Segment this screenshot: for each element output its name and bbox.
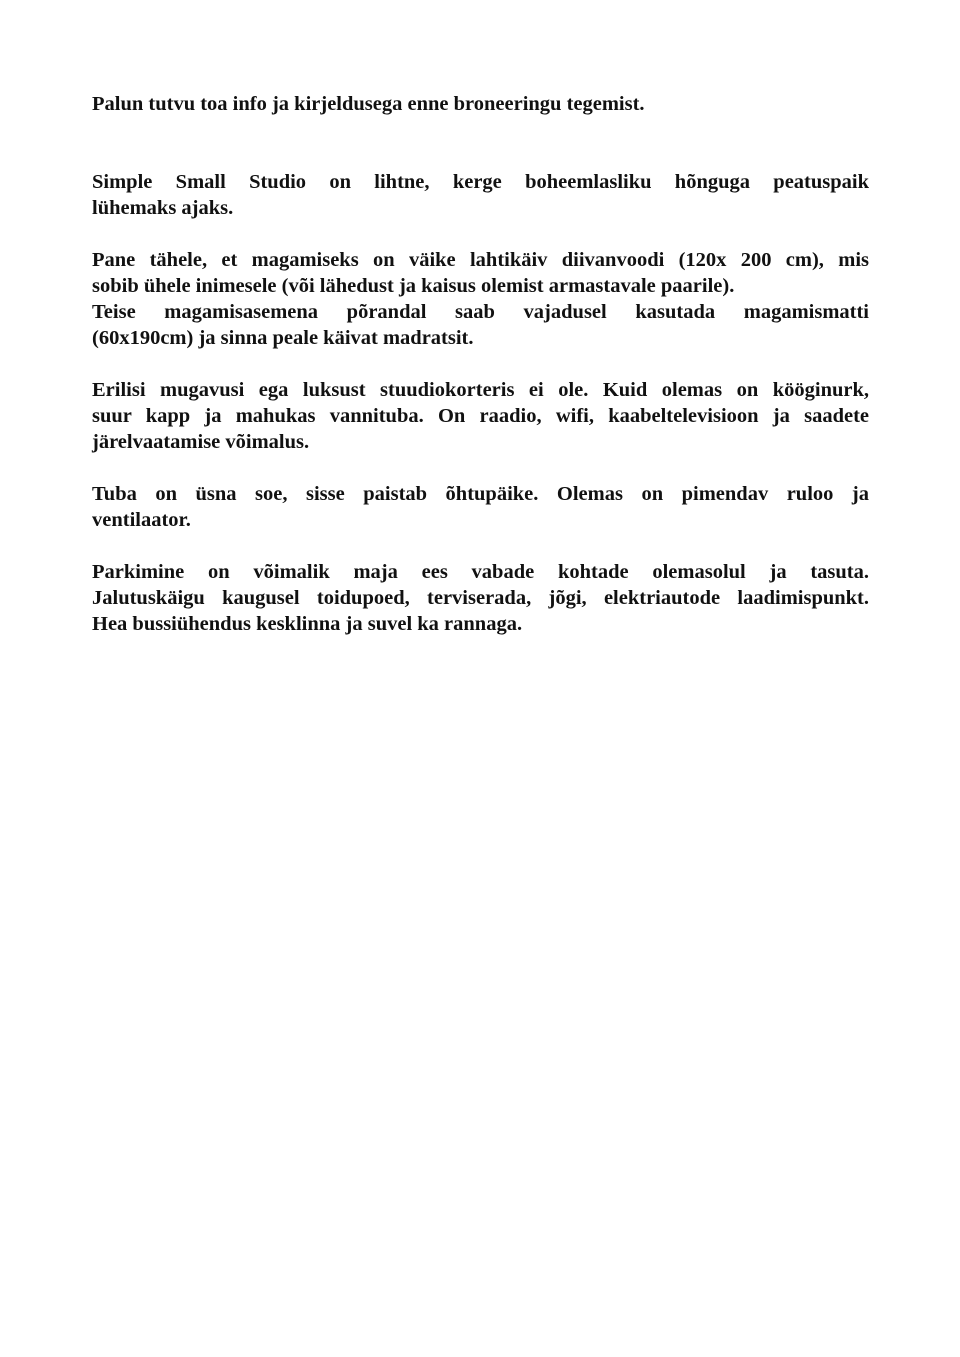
amenities-paragraph: [92, 377, 869, 455]
spacer: [92, 533, 869, 559]
paragraph-line: Erilisi mugavusi ega luksust stuudiokorteris ei ole. Kuid olemas on kööginurk,: [92, 379, 869, 401]
spacer: [92, 221, 869, 247]
paragraph-line: Parkimine on võimalik maja ees vabade kohtade olemasolul ja tasuta.: [92, 561, 869, 583]
paragraph-line: Simple Small Studio on lihtne, kerge boheemlasliku hõnguga peatuspaik: [92, 171, 869, 193]
paragraph-line: järelvaatamise võimalus.: [92, 431, 310, 453]
paragraph-line: (60x190cm) ja sinna peale käivat madratsit.: [92, 327, 474, 349]
paragraph-line: ventilaator.: [92, 509, 191, 531]
paragraph-line: Pane tähele, et magamiseks on väike lahtikäiv diivanvoodi (120x 200 cm), mis: [92, 249, 869, 271]
parking-paragraph: [92, 559, 869, 637]
paragraph-line: Hea bussiühendus kesklinna ja suvel ka rannaga.: [92, 613, 523, 635]
room-paragraph: [92, 481, 869, 533]
description-paragraph: [92, 169, 869, 221]
sleeping-paragraph: [92, 247, 869, 351]
spacer: [92, 455, 869, 481]
paragraph-line: lühemaks ajaks.: [92, 197, 234, 219]
paragraph-line: suur kapp ja mahukas vannituba. On raadio, wifi, kaabeltelevisioon ja saadete: [92, 405, 869, 427]
intro-paragraph: [92, 91, 869, 117]
paragraph-line: Jalutuskäigu kaugusel toidupoed, terviserada, jõgi, elektriautode laadimispunkt.: [92, 587, 869, 609]
document-body: [92, 91, 869, 637]
paragraph-line: sobib ühele inimesele (või lähedust ja kaisus olemist armastavale paarile).: [92, 275, 735, 297]
spacer: [92, 351, 869, 377]
spacer: [92, 117, 869, 169]
intro-line: Palun tutvu toa info ja kirjeldusega enne broneeringu tegemist.: [92, 93, 645, 115]
paragraph-line: Tuba on üsna soe, sisse paistab õhtupäike. Olemas on pimendav ruloo ja: [92, 483, 869, 505]
paragraph-line: Teise magamisasemena põrandal saab vajadusel kasutada magamismatti: [92, 301, 869, 323]
